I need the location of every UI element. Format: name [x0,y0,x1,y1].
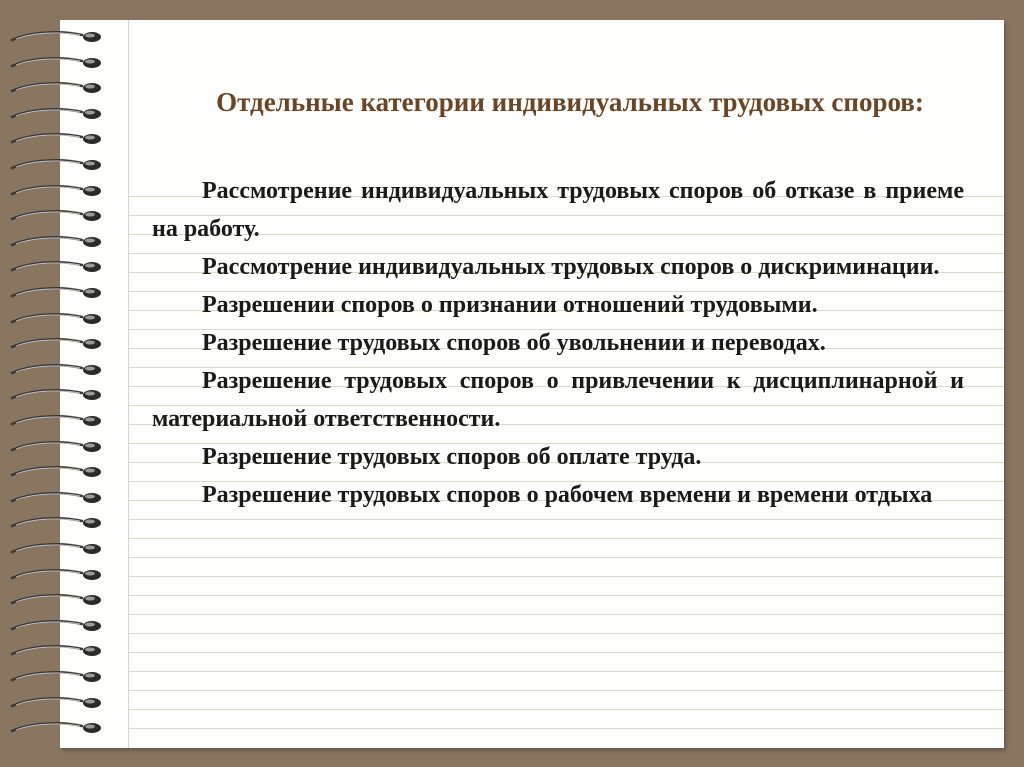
spiral-coil-icon [10,337,106,351]
ruled-line [128,614,1004,615]
list-item: Разрешении споров о признании отношений трудовыми. [202,292,818,318]
spiral-coil-icon [10,30,106,44]
spiral-coil-icon [10,542,106,556]
ruled-line [128,557,1004,558]
ruled-line [128,576,1004,577]
list-item: Разрешение трудовых споров об оплате труда. [202,444,702,470]
spiral-binding [0,0,110,767]
ruled-line [128,690,1004,691]
spiral-coil-icon [10,209,106,223]
spiral-coil-icon [10,670,106,684]
ruled-line [128,519,1004,520]
dispute-categories-list [152,172,964,514]
spiral-coil-icon [10,363,106,377]
spiral-coil-icon [10,721,106,735]
list-item: Разрешение трудовых споров о привлечении к дисциплинарной и материальной ответственности. [152,368,964,432]
spiral-coil-icon [10,107,106,121]
ruled-line [128,595,1004,596]
spiral-coil-icon [10,56,106,70]
spiral-coil-icon [10,440,106,454]
spiral-coil-icon [10,81,106,95]
spiral-coil-icon [10,516,106,530]
spiral-coil-icon [10,388,106,402]
list-item: Рассмотрение индивидуальных трудовых споров о дискриминации. [202,254,940,280]
slide-title: Отдельные категории индивидуальных трудовых споров: [216,87,924,117]
spiral-coil-icon [10,260,106,274]
ruled-line [128,652,1004,653]
spiral-coil-icon [10,312,106,326]
spiral-coil-icon [10,184,106,198]
spiral-coil-icon [10,158,106,172]
spiral-coil-icon [10,465,106,479]
spiral-coil-icon [10,491,106,505]
list-item: Рассмотрение индивидуальных трудовых споров об отказе в приеме на работу. [152,178,964,242]
spiral-coil-icon [10,132,106,146]
spiral-coil-icon [10,568,106,582]
spiral-coil-icon [10,593,106,607]
spiral-coil-icon [10,286,106,300]
spiral-coil-icon [10,235,106,249]
spiral-coil-icon [10,644,106,658]
ruled-line [128,538,1004,539]
ruled-line [128,728,1004,729]
spiral-coil-icon [10,414,106,428]
ruled-line [128,671,1004,672]
ruled-line [128,709,1004,710]
list-item: Разрешение трудовых споров о рабочем времени и времени отдыха [202,482,933,508]
ruled-line [128,633,1004,634]
list-item: Разрешение трудовых споров об увольнении и переводах. [202,330,826,356]
spiral-coil-icon [10,696,106,710]
spiral-coil-icon [10,619,106,633]
